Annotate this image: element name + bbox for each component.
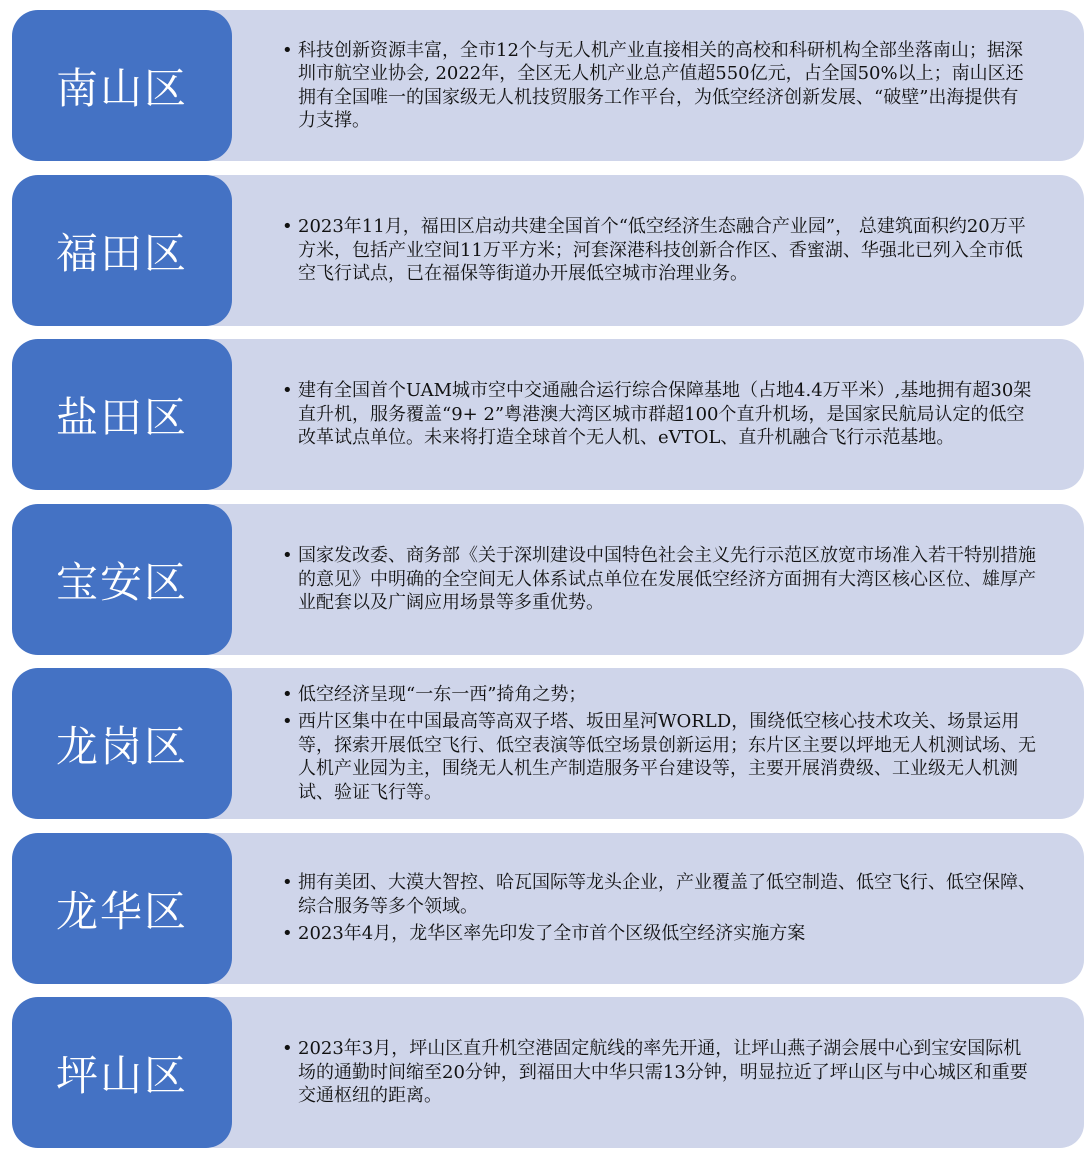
district-label-box — [12, 175, 232, 326]
district-row — [12, 339, 1084, 490]
bullet-text: • 拥有美团、大漠大智控、哈瓦国际等龙头企业，产业覆盖了低空制造、低空飞行、低空保障、综合服务等多个领域。 — [282, 871, 1036, 918]
bullet-text: • 科技创新资源丰富，全市12个与无人机产业直接相关的高校和科研机构全部坐落南山；据深圳市航空业协会, 2022年，全区无人机产业总产值超550亿元，占全国50%以上；南山区还拥有全国唯一的国家级无人机技贸服务工作平台，为低空经济创新发展、“破壁”出海提供有力支撑。 — [282, 39, 1036, 133]
district-row — [12, 10, 1084, 161]
district-description-box — [192, 10, 1084, 161]
district-label-box — [12, 339, 232, 490]
district-name: 盐田区 — [55, 392, 188, 442]
district-name: 龙华区 — [55, 886, 188, 936]
bullet-text: • 2023年3月，坪山区直升机空港固定航线的率先开通，让坪山燕子湖会展中心到宝安国际机场的通勤时间缩至20分钟，到福田大中华只需13分钟，明显拉近了坪山区与中心城区和重要交通枢纽的距离。 — [282, 1037, 1036, 1108]
district-description-box — [192, 668, 1084, 819]
district-row — [12, 175, 1084, 326]
district-description-box — [192, 997, 1084, 1148]
bullet-text: • 2023年4月，龙华区率先印发了全市首个区级低空经济实施方案 — [282, 922, 1036, 946]
district-description-box — [192, 175, 1084, 326]
district-label-box — [12, 504, 232, 655]
district-name: 南山区 — [55, 63, 188, 113]
district-row — [12, 997, 1084, 1148]
district-description-box — [192, 833, 1084, 984]
district-name: 福田区 — [55, 228, 188, 278]
district-name: 宝安区 — [55, 557, 188, 607]
bullet-text: • 建有全国首个UAM城市空中交通融合运行综合保障基地（占地4.4万平米）,基地拥有超30架直升机，服务覆盖“9+ 2”粤港澳大湾区城市群超100个直升机场，是国家民航局认定的低空改革试点单位。未来将打造全球首个无人机、eVTOL、直升机融合飞行示范基地。 — [282, 379, 1036, 450]
bullet-text: • 2023年11月，福田区启动共建全国首个“低空经济生态融合产业园”， 总建筑面积约20万平方米，包括产业空间11万平方米；河套深港科技创新合作区、香蜜湖、华强北已列入全市低空飞行试点，已在福保等街道办开展低空城市治理业务。 — [282, 215, 1036, 286]
district-label-box — [12, 668, 232, 819]
district-label-box — [12, 833, 232, 984]
district-description-box — [192, 504, 1084, 655]
district-description-box — [192, 339, 1084, 490]
bullet-text: • 国家发改委、商务部《关于深圳建设中国特色社会主义先行示范区放宽市场准入若干特别措施的意见》中明确的全空间无人体系试点单位在发展低空经济方面拥有大湾区核心区位、雄厚产业配套以及广阔应用场景等多重优势。 — [282, 544, 1036, 615]
bullet-text: • 西片区集中在中国最高等高双子塔、坂田星河WORLD，围绕低空核心技术攻关、场景运用等，探索开展低空飞行、低空表演等低空场景创新运用；东片区主要以坪地无人机测试场、无人机产业园为主，围绕无人机生产制造服务平台建设等，主要开展消费级、工业级无人机测试、验证飞行等。 — [282, 710, 1036, 804]
district-row — [12, 833, 1084, 984]
bullet-text: • 低空经济呈现“一东一西”掎角之势； — [282, 683, 1036, 707]
district-row — [12, 668, 1084, 819]
district-label-box — [12, 10, 232, 161]
district-row — [12, 504, 1084, 655]
district-name: 坪山区 — [55, 1050, 188, 1100]
district-label-box — [12, 997, 232, 1148]
district-name: 龙岗区 — [55, 721, 188, 771]
